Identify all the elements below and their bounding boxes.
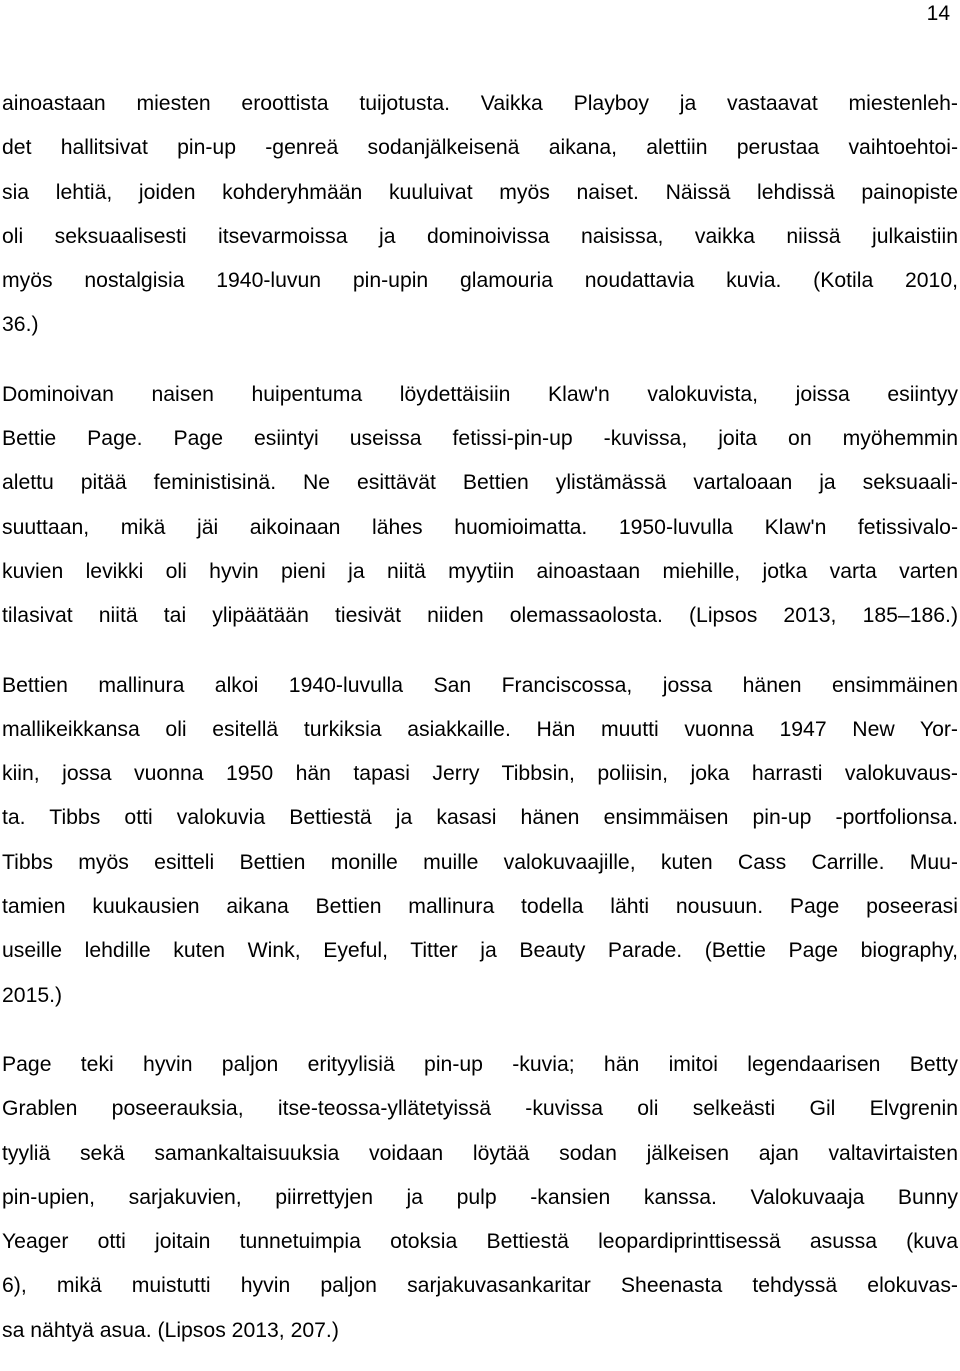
text-line: 36.) [2, 313, 39, 337]
text-line: useille lehdille kuten Wink, Eyeful, Titter ja Beauty Parade. (Bettie Page biography, [2, 939, 958, 963]
paragraph-1 [2, 82, 958, 348]
text-line: tilasivat niitä tai ylipäätään tiesivät niiden olemassaolosta. (Lipsos 2013, 185–186.) [2, 604, 958, 628]
text-line: ta. Tibbs otti valokuvia Bettiestä ja kasasi hänen ensimmäisen pin-up -portfolionsa. [2, 806, 958, 830]
text-line: myös nostalgisia 1940-luvun pin-upin glamouria noudattavia kuvia. (Kotila 2010, [2, 269, 958, 293]
text-line: det hallitsivat pin-up -genreä sodanjälkeisenä aikana, alettiin perustaa vaihtoehtoi- [2, 136, 958, 160]
paragraph-2 [2, 373, 958, 639]
text-line: ainoastaan miesten eroottista tuijotusta. Vaikka Playboy ja vastaavat miestenleh- [2, 92, 958, 115]
text-line: pin-upien, sarjakuvien, piirrettyjen ja pulp -kansien kanssa. Valokuvaaja Bunny [2, 1185, 958, 1209]
document-body [2, 82, 958, 1353]
text-line: Page teki hyvin paljon erityylisiä pin-up -kuvia; hän imitoi legendaarisen Betty [2, 1052, 958, 1076]
text-line: alettu pitää feministisinä. Ne esittävät Bettien ylistämässä vartaloaan ja seksuaali- [2, 471, 958, 495]
paragraph-spacer [2, 639, 958, 664]
text-line: Yeager otti joitain tunnetuimpia otoksia Bettiestä leopardiprinttisessä asussa (kuva [2, 1230, 958, 1254]
paragraph-4 [2, 1043, 958, 1353]
text-line: Bettien mallinura alkoi 1940-luvulla San Franciscossa, jossa hänen ensimmäinen [2, 673, 958, 697]
paragraph-spacer [2, 1018, 958, 1043]
text-line: oli seksuaalisesti itsevarmoissa ja dominoivissa naisissa, vaikka niissä julkaistiin [2, 224, 958, 248]
text-line: suuttaan, mikä jäi aikoinaan lähes huomioimatta. 1950-luvulla Klaw'n fetissivalo- [2, 515, 958, 539]
text-line: tyyliä sekä samankaltaisuuksia voidaan löytää sodan jälkeisen ajan valtavirtaisten [2, 1141, 958, 1165]
text-line: 2015.) [2, 983, 63, 1007]
text-line: mallikeikkansa oli esitellä turkiksia asiakkaille. Hän muutti vuonna 1947 New Yor- [2, 717, 958, 741]
text-line: 6), mikä muistutti hyvin paljon sarjakuvasankaritar Sheenasta tehdyssä elokuvas- [2, 1274, 958, 1298]
text-line: sa nähtyä asua. (Lipsos 2013, 207.) [2, 1318, 339, 1342]
text-line: Dominoivan naisen huipentuma löydettäisiin Klaw'n valokuvista, joissa esiintyy [2, 382, 958, 406]
paragraph-3 [2, 664, 958, 1018]
text-line: sia lehtiä, joiden kohderyhmään kuuluivat myös naiset. Näissä lehdissä painopiste [2, 180, 958, 204]
text-line: Grablen poseerauksia, itse-teossa-yllätetyissä -kuvissa oli selkeästi Gil Elvgrenin [2, 1097, 958, 1121]
page-number: 14 [926, 2, 950, 25]
text-line: tamien kuukausien aikana Bettien mallinura todella lähti nousuun. Page poseerasi [2, 895, 958, 919]
text-line: Tibbs myös esitteli Bettien monille muille valokuvaajille, kuten Cass Carrille. Muu- [2, 850, 958, 874]
text-line: kiin, jossa vuonna 1950 hän tapasi Jerry Tibbsin, poliisin, joka harrasti valokuvaus- [2, 762, 958, 786]
text-line: Bettie Page. Page esiintyi useissa fetissi-pin-up -kuvissa, joita on myöhemmin [2, 427, 958, 451]
paragraph-spacer [2, 348, 958, 373]
text-line: kuvien levikki oli hyvin pieni ja niitä myytiin ainoastaan miehille, jotka varta varten [2, 559, 958, 583]
